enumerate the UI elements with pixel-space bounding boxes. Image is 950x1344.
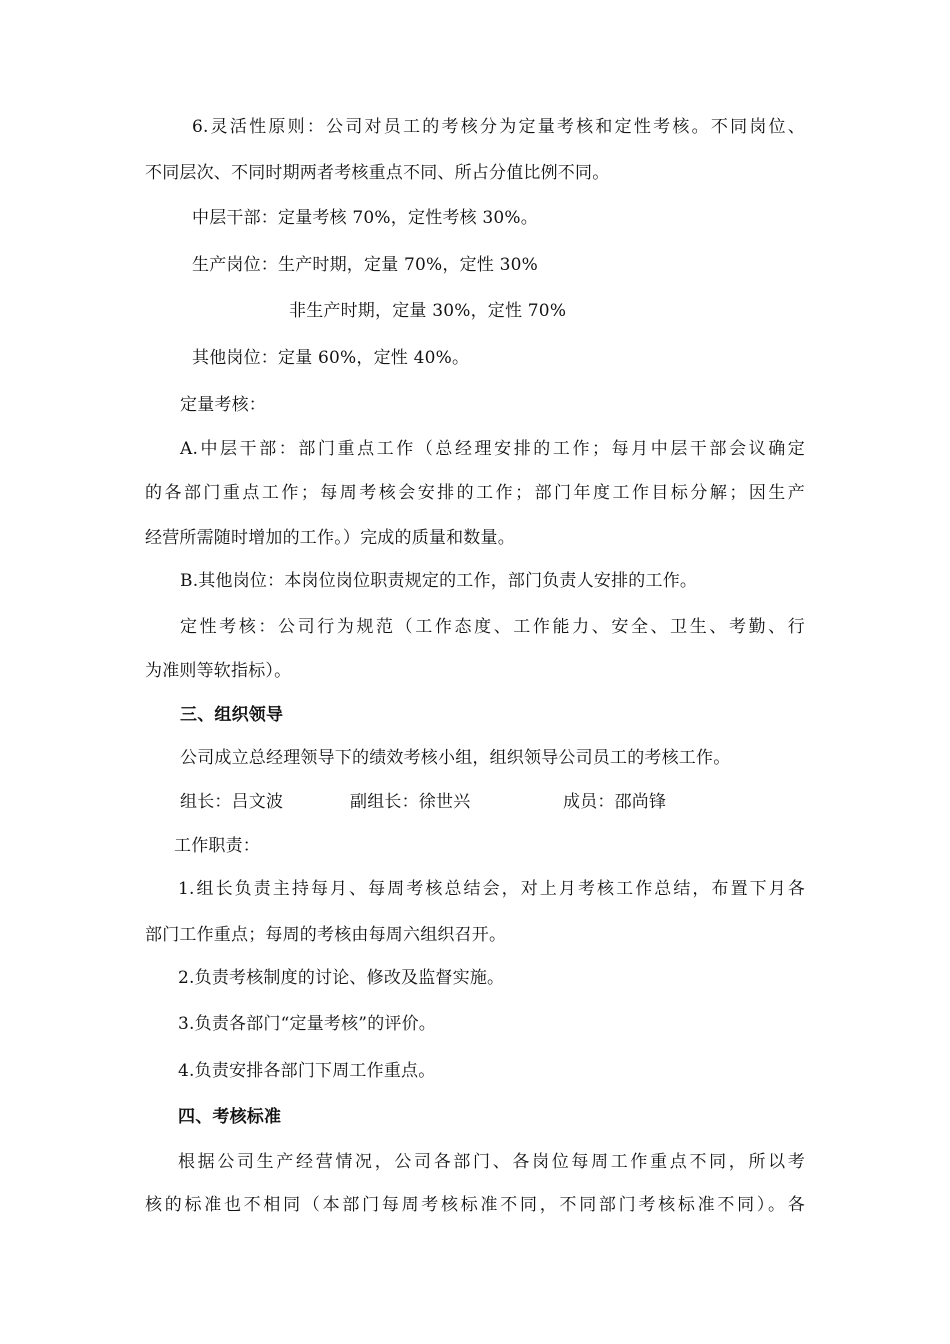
group-member: 成员：邵尚锋: [563, 792, 667, 812]
quantitative-a-line-1: A.中层干部：部门重点工作（总经理安排的工作；每月中层干部会议确定: [180, 439, 805, 459]
quantitative-title: 定量考核：: [180, 395, 266, 415]
duties-title: 工作职责：: [174, 836, 260, 856]
section-3-heading: 三、组织领导: [180, 705, 284, 725]
section-3-intro: 公司成立总经理领导下的绩效考核小组，组织领导公司员工的考核工作。: [180, 748, 731, 768]
qualitative-line-1: 定性考核：公司行为规范（工作态度、工作能力、安全、卫生、考勤、行: [180, 617, 805, 637]
duty-4: 4.负责安排各部门下周工作重点。: [178, 1061, 436, 1081]
section-4-heading: 四、考核标准: [178, 1107, 282, 1127]
ratio-production-post: 生产岗位：生产时期，定量 70%，定性 30%: [192, 255, 538, 275]
duty-1-line-2: 部门工作重点；每周的考核由每周六组织召开。: [145, 925, 507, 945]
ratio-middle-cadre: 中层干部：定量考核 70%，定性考核 30%。: [192, 208, 538, 228]
section-4-line-2: 核的标准也不相同（本部门每周考核标准不同，不同部门考核标准不同）。各: [145, 1195, 805, 1215]
principle-line-1: 6.灵活性原则：公司对员工的考核分为定量考核和定性考核。不同岗位、: [192, 117, 805, 137]
quantitative-a-line-2: 的各部门重点工作；每周考核会安排的工作；部门年度工作目标分解；因生产: [145, 483, 805, 503]
duty-3: 3.负责各部门“定量考核”的评价。: [178, 1014, 437, 1034]
quantitative-b-line: B.其他岗位：本岗位岗位职责规定的工作，部门负责人安排的工作。: [180, 571, 698, 591]
principle-line-2: 不同层次、不同时期两者考核重点不同、所占分值比例不同。: [145, 163, 610, 183]
group-deputy: 副组长：徐世兴: [350, 792, 471, 812]
group-leader: 组长：吕文波: [180, 792, 284, 812]
ratio-other-posts: 其他岗位：定量 60%，定性 40%。: [192, 348, 470, 368]
qualitative-line-2: 为准则等软指标）。: [145, 661, 292, 681]
section-4-line-1: 根据公司生产经营情况，公司各部门、各岗位每周工作重点不同，所以考: [178, 1152, 805, 1172]
duty-1-line-1: 1.组长负责主持每月、每周考核总结会，对上月考核工作总结，布置下月各: [178, 879, 805, 899]
ratio-non-production: 非生产时期，定量 30%，定性 70%: [289, 301, 567, 321]
duty-2: 2.负责考核制度的讨论、修改及监督实施。: [178, 968, 505, 988]
quantitative-a-line-3: 经营所需随时增加的工作。）完成的质量和数量。: [145, 528, 515, 548]
